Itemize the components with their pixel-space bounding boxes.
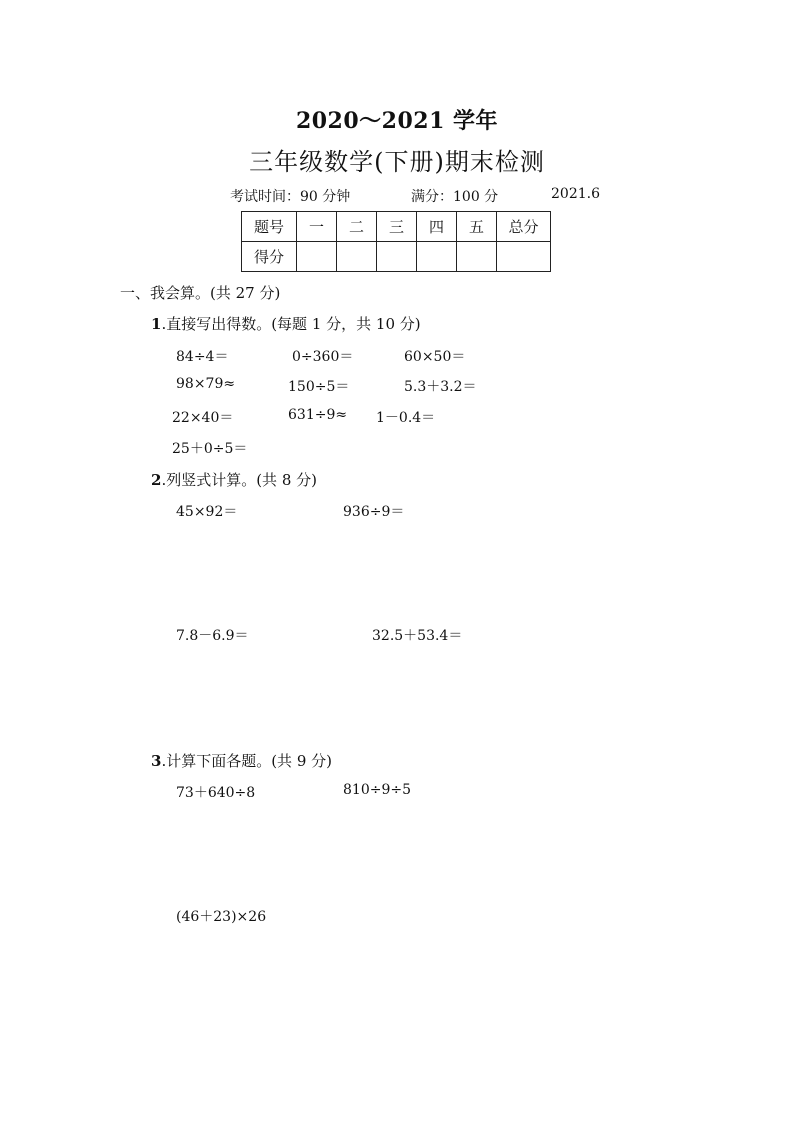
- score-cell[interactable]: [297, 242, 337, 272]
- calc-item: 60×50＝: [404, 349, 466, 365]
- vertical-calc-item: 45×92＝: [176, 504, 238, 520]
- question-number: 3: [151, 752, 162, 770]
- exam-time: 考试时间：90 分钟: [230, 189, 351, 205]
- score-table-score-row: [242, 242, 551, 272]
- score-table-header-cell: 四: [417, 212, 457, 242]
- score-cell[interactable]: [457, 242, 497, 272]
- calc-item: 25＋0÷5＝: [172, 441, 248, 457]
- score-row-label: 得分: [242, 242, 297, 272]
- mixed-calc-item: 810÷9÷5: [343, 782, 411, 798]
- calc-item: 631÷9≈: [288, 407, 348, 423]
- full-score: 满分：100 分: [411, 189, 499, 205]
- score-table-header-cell: 一: [297, 212, 337, 242]
- vertical-calc-item: 32.5＋53.4＝: [372, 628, 463, 644]
- question-2-heading: [151, 469, 317, 490]
- exam-date: 2021.6: [551, 186, 600, 202]
- score-table-header-cell: 三: [377, 212, 417, 242]
- mixed-calc-item: 73＋640÷8: [176, 785, 256, 801]
- score-table-header-row: [242, 212, 551, 242]
- calc-item: 98×79≈: [176, 376, 236, 392]
- score-cell[interactable]: [377, 242, 417, 272]
- score-table-header-cell: 二: [337, 212, 377, 242]
- question-text: .直接写出得数。(每题 1 分，共 10 分): [161, 315, 421, 333]
- vertical-calc-item: 7.8－6.9＝: [176, 628, 249, 644]
- question-number: 1: [151, 315, 162, 333]
- calc-item: 5.3＋3.2＝: [404, 379, 477, 395]
- calc-item: 84÷4＝: [176, 349, 229, 365]
- mixed-calc-item: (46＋23)×26: [176, 909, 267, 925]
- question-text: .列竖式计算。(共 8 分): [161, 471, 317, 489]
- question-text: .计算下面各题。(共 9 分): [161, 752, 332, 770]
- score-table: [241, 211, 551, 272]
- calc-item: 0÷360＝: [292, 349, 354, 365]
- question-1-heading: [151, 313, 421, 334]
- calc-item: 22×40＝: [172, 410, 234, 426]
- question-3-heading: [151, 750, 332, 771]
- question-number: 2: [151, 471, 162, 489]
- calc-item: 150÷5＝: [288, 379, 350, 395]
- vertical-calc-item: 936÷9＝: [343, 504, 405, 520]
- section-title: 一、我会算。(共 27 分): [120, 284, 281, 302]
- score-table-header-cell: 五: [457, 212, 497, 242]
- score-table-header-cell: 总分: [497, 212, 551, 242]
- exam-title: 三年级数学(下册)期末检测: [249, 148, 545, 176]
- calc-item: 1－0.4＝: [376, 410, 436, 426]
- score-cell[interactable]: [417, 242, 457, 272]
- exam-year: 2020～2021 学年: [295, 108, 499, 134]
- score-table-header-cell: 题号: [242, 212, 297, 242]
- score-cell[interactable]: [497, 242, 551, 272]
- score-cell[interactable]: [337, 242, 377, 272]
